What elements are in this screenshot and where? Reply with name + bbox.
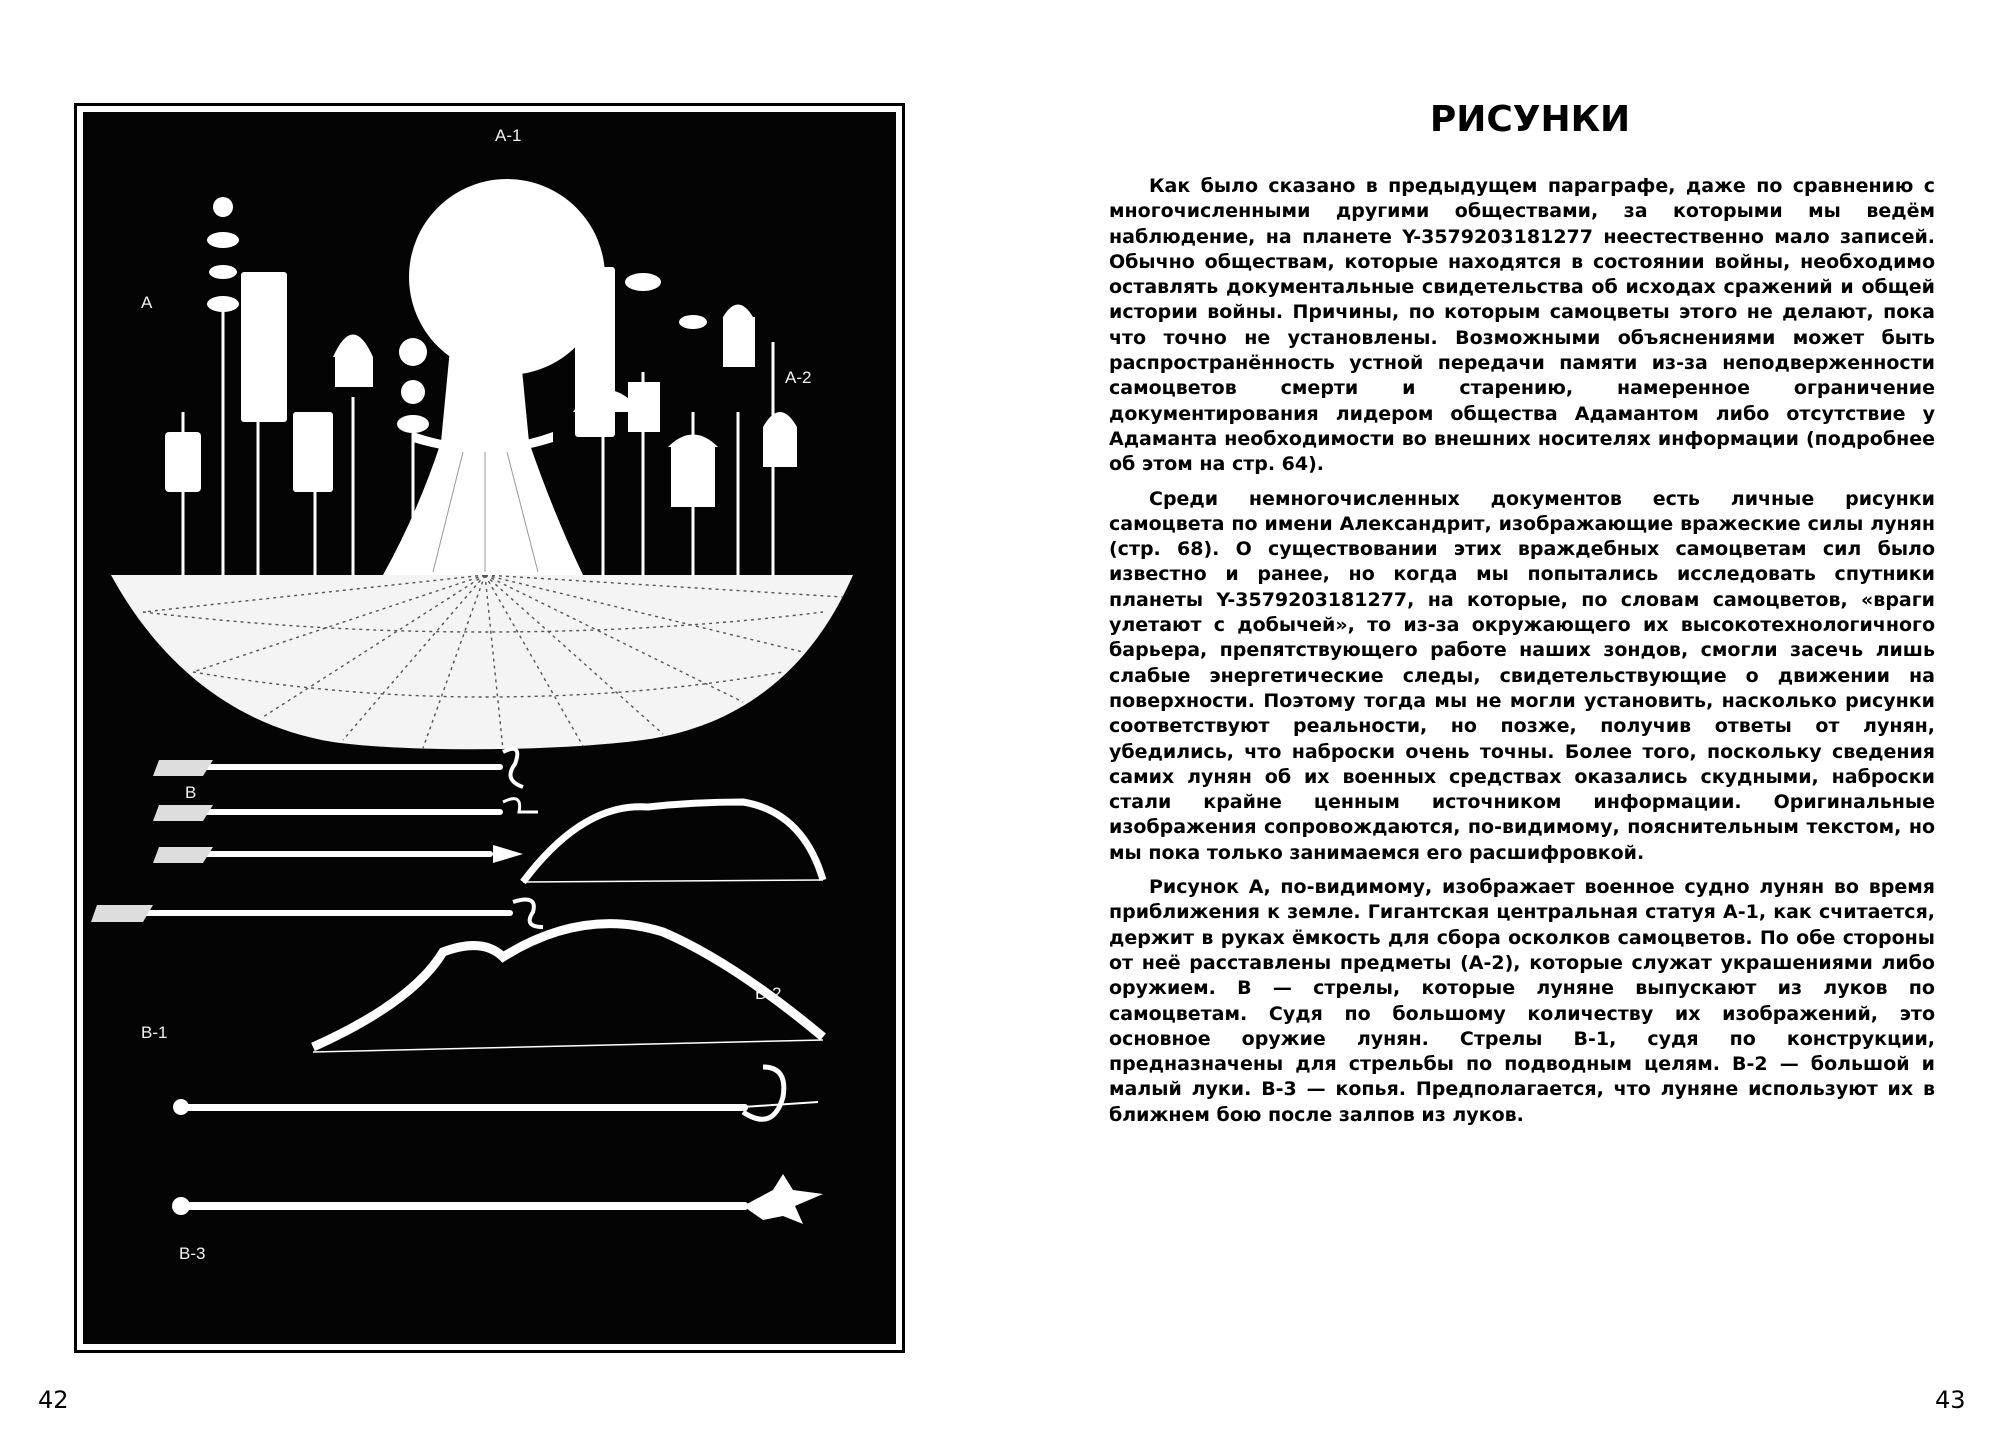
figure-label-b1: B-1 <box>141 1023 168 1042</box>
figure-label-b3: B-3 <box>179 1244 206 1263</box>
figure-label-a2: A-2 <box>785 368 812 387</box>
page-number-left: 42 <box>38 1386 69 1414</box>
arrows-group <box>91 749 543 927</box>
figure-label-b: B <box>185 783 197 802</box>
body-text <box>1109 174 1935 1137</box>
figure-label-a1: A-1 <box>495 126 522 145</box>
page-title: РИСУНКИ <box>1429 99 1631 140</box>
paragraph-1: Как было сказано в предыдущем параграфе, даже по сравнению с многочисленными другими обществами, за которыми мы ведём наблюдение, на планете Y-3579203181277 неестественно мало записей. Обычно обществам, которые находятся в состоянии войны, необходимо оставлять документальные свидетельства об исходах сражений и общей истории войны. Причины, по которым самоцветы этого не делают, пока что точно не установлены. Возможными объяснениями может быть распространённость устной передачи памяти из-за неподверженности самоцветов смерти и старению, намеренное ограничение документирования лидером общества Адамантом либо отсутствие у Адаманта необходимости во внешних носителях информации (подробнее об этом на стр. 64). <box>1109 175 1935 476</box>
illustration-frame <box>74 103 905 1353</box>
figure-label-b2: B-2 <box>755 984 782 1003</box>
small-bow <box>523 802 823 882</box>
paragraph-2: Среди немногочисленных документов есть личные рисунки самоцвета по имени Александрит, изображающие вражеские силы лунян (стр. 68). О существовании этих враждебных самоцветам сил было известно и ранее, но когда мы попытались исследовать спутники планеты Y-3579203181277, на которые, по словам самоцветов, «враги улетают с добычей», то из-за окружающего их высокотехнологичного барьера, препятствующего работе наших зондов, смогли засечь лишь слабые энергетические следы, свидетельствующие о движении на поверхности. Поэтому тогда мы не могли установить, насколько рисунки соответствуют реальности, но позже, получив ответы от лунян, убедились, что наброски очень точны. Более того, поскольку сведения самих лунян об их военных средствах оказались скудными, наброски стали крайне ценным источником информации. Оригинальные изображения сопровождаются, по-видимому, пояснительным текстом, но мы пока только занимаемся его расшифровкой. <box>1109 487 1935 864</box>
arrow-2 <box>153 799 538 821</box>
ship-hull <box>111 575 853 750</box>
arrow-1 <box>153 749 523 787</box>
large-bow <box>313 924 823 1052</box>
arrow-3 <box>153 845 523 863</box>
spear-2 <box>172 1174 823 1224</box>
figure-label-a: A <box>141 293 153 312</box>
spear-1 <box>173 1067 818 1119</box>
paragraph-3: Рисунок А, по-видимому, изображает военное судно лунян во время приближения к земле. Гигантская центральная статуя А-1, как считается, держит в руках ёмкость для сбора осколков самоцветов. По обе стороны от неё расставлены предметы (А-2), которые служат украшениями либо оружием. В — стрелы, которые луняне выпускают из луков по самоцветам. Судя по большому количеству их изображений, это основное оружие лунян. Стрелы В-1, судя по конструкции, предназначены для стрельбы по подводным целям. В-2 — большой и малый луки. В-3 — копья. Предполагается, что луняне используют их в ближнем бою после залпов из луков. <box>1109 876 1935 1126</box>
page-number-right: 43 <box>1935 1386 1966 1414</box>
illustration-panel <box>83 112 896 1344</box>
arrow-b1 <box>91 900 543 927</box>
lunar-warship-illustration <box>83 112 896 1344</box>
